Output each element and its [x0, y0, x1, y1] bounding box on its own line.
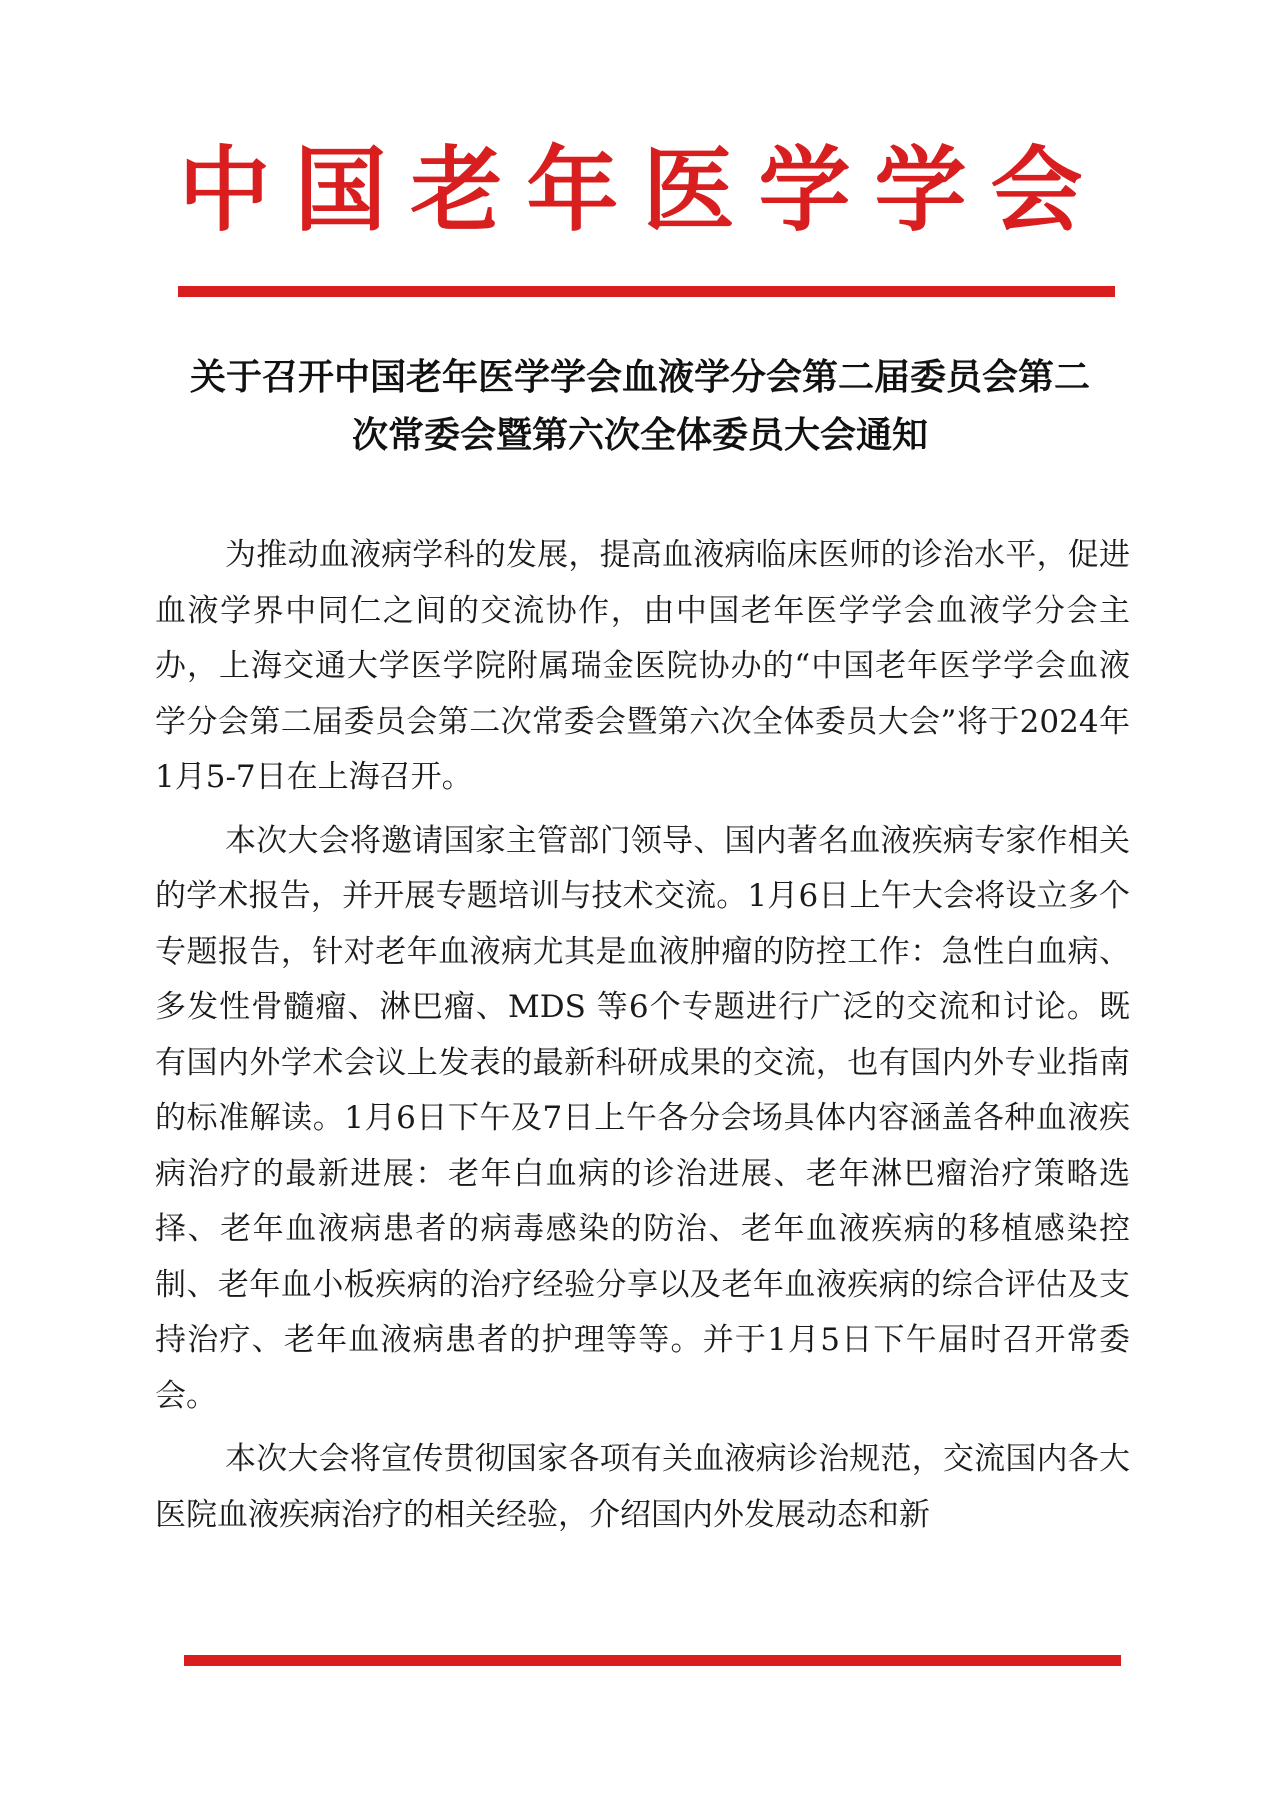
body-paragraph-2: 本次大会将邀请国家主管部门领导、国内著名血液疾病专家作相关的学术报告，并开展专题培训与技术交流。1月6日上午大会将设立多个专题报告，针对老年血液病尤其是血液肿瘤的防控工作：急性白血病、多发性骨髓瘤、淋巴瘤、MDS 等6个专题进行广泛的交流和讨论。既有国内外学术会议上发表的最新科研成果的交流，也有国内外专业指南的标准解读。1月6日下午及7日上午各分会场具体内容涵盖各种血液疾病治疗的最新进展：老年白血病的诊治进展、老年淋巴瘤治疗策略选择、老年血液病患者的病毒感染的防治、老年血液疾病的移植感染控制、老年血小板疾病的治疗经验分享以及老年血液疾病的综合评估及支持治疗、老年血液病患者的护理等等。并于1月5日下午届时召开常委会。 [155, 822, 1130, 1414]
body-paragraph-1: 为推动血液病学科的发展，提高血液病临床医师的诊治水平，促进血液学界中同仁之间的交流协作，由中国老年医学学会血液学分会主办，上海交通大学医学院附属瑞金医院协办的“中国老年医学学会血液学分会第二届委员会第二次常委会暨第六次全体委员大会”将于2024年1月5-7日在上海召开。 [155, 537, 1130, 795]
document-title-line-2: 次常委会暨第六次全体委员大会通知 [351, 414, 928, 456]
document-body [155, 528, 1130, 1551]
letterhead-red-rule [178, 286, 1115, 297]
document-title-line-1: 关于召开中国老年医学学会血液学分会第二届委员会第二 [189, 356, 1090, 398]
body-paragraph-3: 本次大会将宣传贯彻国家各项有关血液病诊治规范，交流国内各大医院血液疾病治疗的相关经验，介绍国内外发展动态和新 [155, 1441, 1130, 1533]
letterhead-title: 中国老年医学学会 [178, 136, 1107, 244]
document-title [140, 348, 1140, 464]
footer-red-rule [184, 1655, 1121, 1666]
